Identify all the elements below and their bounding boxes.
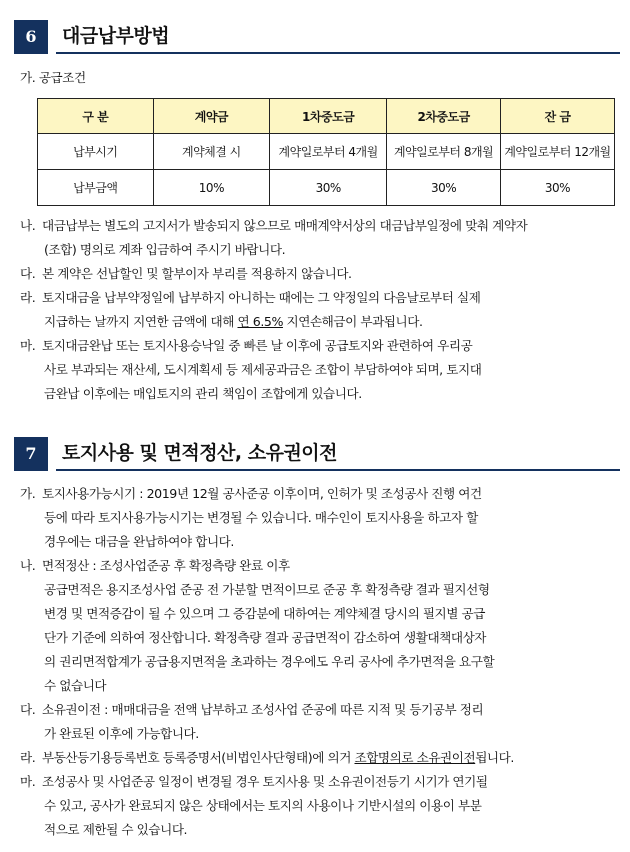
- item-text: 면적정산 : 조성사업준공 후 확정측량 완료 이후: [42, 558, 290, 573]
- item-text: 수 없습니다: [44, 678, 107, 693]
- supply-conditions-label: 가. 공급조건: [20, 70, 86, 85]
- item-ma-schedule-change: [20, 770, 622, 794]
- item-da-ownership: [20, 698, 622, 722]
- item-text-line: [44, 310, 622, 334]
- union-ownership-transfer: 조합명의로 소유권이전: [354, 750, 476, 765]
- item-text: 부동산등기용등록번호 등록증명서(비법인사단형태)에 의거: [42, 750, 355, 765]
- section-7-header: [14, 437, 620, 471]
- table-header-cell: 1차중도금: [270, 99, 387, 134]
- item-text: 변경 및 면적증감이 될 수 있으며 그 증감분에 대하여는 계약체결 당시의 필지별 공급: [44, 606, 485, 621]
- item-ga-land-use: [20, 482, 622, 506]
- item-marker: 나.: [20, 218, 36, 233]
- item-marker: 마.: [20, 774, 36, 789]
- section-7-rule: [56, 469, 620, 471]
- table-row: [38, 134, 615, 170]
- item-marker: 라.: [20, 750, 36, 765]
- item-text: (조합) 명의로 계좌 입금하여 주시기 바랍니다.: [44, 242, 286, 257]
- item-text: 토지대금완납 또는 토지사용승낙일 중 빠른 날 이후에 공급토지와 관련하여 우리공: [42, 338, 473, 353]
- table-cell: 30%: [387, 170, 501, 206]
- item-text: 등에 따라 토지사용가능시기는 변경될 수 있습니다. 매수인이 토지사용을 하고자 할: [44, 510, 478, 525]
- item-text: 토지사용가능시기 : 2019년 12월 공사준공 이후이며, 인허가 및 조성공사 진행 여건: [42, 486, 482, 501]
- item-ra-late-payment: [20, 286, 622, 310]
- table-header-cell: 2차중도금: [387, 99, 501, 134]
- item-marker: 마.: [20, 338, 36, 353]
- section-7-title: 토지사용 및 면적정산, 소유권이전: [62, 442, 338, 464]
- table-row: [38, 170, 615, 206]
- item-text: 수 있고, 공사가 완료되지 않은 상태에서는 토지의 사용이나 기반시설의 이용이 부분: [44, 798, 482, 813]
- table-cell: 납부시기: [38, 134, 154, 170]
- item-text: 적으로 제한될 수 있습니다.: [44, 822, 188, 837]
- section-6-rule: [56, 52, 620, 54]
- section-6-header: [14, 20, 620, 54]
- table-header-cell: 잔 금: [501, 99, 615, 134]
- item-text: 됩니다.: [475, 750, 514, 765]
- table-cell: 계약일로부터 8개월: [387, 134, 501, 170]
- item-text: 대금납부는 별도의 고지서가 발송되지 않으므로 매매계약서상의 대금납부일정에 맞춰 계약자: [42, 218, 528, 233]
- item-na-payment: [20, 214, 622, 238]
- item-marker: 라.: [20, 290, 36, 305]
- table-cell: 계약일로부터 4개월: [270, 134, 387, 170]
- item-text: 조성공사 및 사업준공 일정이 변경될 경우 토지사용 및 소유권이전등기 시기가 연기될: [42, 774, 488, 789]
- item-text: 단가 기준에 의하여 정산합니다. 확정측량 결과 공급면적이 감소하여 생활대책대상자: [44, 630, 487, 645]
- item-marker: 다.: [20, 702, 36, 717]
- item-text: 의 권리면적합계가 공급용지면적을 초과하는 경우에도 우리 공사에 추가면적을 요구할: [44, 654, 495, 669]
- table-cell: 10%: [153, 170, 270, 206]
- item-text: 지연손해금이 부과됩니다.: [282, 314, 423, 329]
- item-text: 공급면적은 용지조성사업 준공 전 가분할 면적이므로 준공 후 확정측량 결과 필지선형: [44, 582, 490, 597]
- item-text: 사로 부과되는 재산세, 도시계획세 등 제세공과금은 조합이 부담하여야 되며, 토지대: [44, 362, 482, 377]
- item-ra-registration: [20, 746, 622, 770]
- table-cell: 30%: [501, 170, 615, 206]
- item-na-area-settlement: [20, 554, 622, 578]
- table-header-cell: 구 분: [38, 99, 154, 134]
- table-header-row: [38, 99, 615, 134]
- table-cell: 계약체결 시: [153, 134, 270, 170]
- item-text: 토지대금을 납부약정일에 납부하지 아니하는 때에는 그 약정일의 다음날로부터 실제: [42, 290, 481, 305]
- item-ma-taxes: [20, 334, 622, 358]
- late-interest-rate: 연 6.5%: [237, 314, 283, 329]
- table-cell: 30%: [270, 170, 387, 206]
- item-marker: 가.: [20, 486, 36, 501]
- table-cell: 계약일로부터 12개월: [501, 134, 615, 170]
- section-7-number: 7: [14, 437, 48, 471]
- table-header-cell: 계약금: [153, 99, 270, 134]
- item-da-prepay: [20, 262, 622, 286]
- item-text: 지급하는 날까지 지연한 금액에 대해: [44, 314, 238, 329]
- table-cell: 납부금액: [38, 170, 154, 206]
- payment-schedule-table: [37, 98, 615, 206]
- item-text: 소유권이전 : 매매대금을 전액 납부하고 조성사업 준공에 따른 지적 및 등기공부 정리: [42, 702, 484, 717]
- item-text: 경우에는 대금을 완납하여야 합니다.: [44, 534, 234, 549]
- item-marker: 다.: [20, 266, 36, 281]
- item-marker: 나.: [20, 558, 36, 573]
- section-6-title: 대금납부방법: [62, 25, 170, 47]
- item-text: 본 계약은 선납할인 및 할부이자 부리를 적용하지 않습니다.: [42, 266, 352, 281]
- item-text: 가 완료된 이후에 가능합니다.: [44, 726, 199, 741]
- item-text: 금완납 이후에는 매입토지의 관리 책임이 조합에게 있습니다.: [44, 386, 362, 401]
- section-6-number: 6: [14, 20, 48, 54]
